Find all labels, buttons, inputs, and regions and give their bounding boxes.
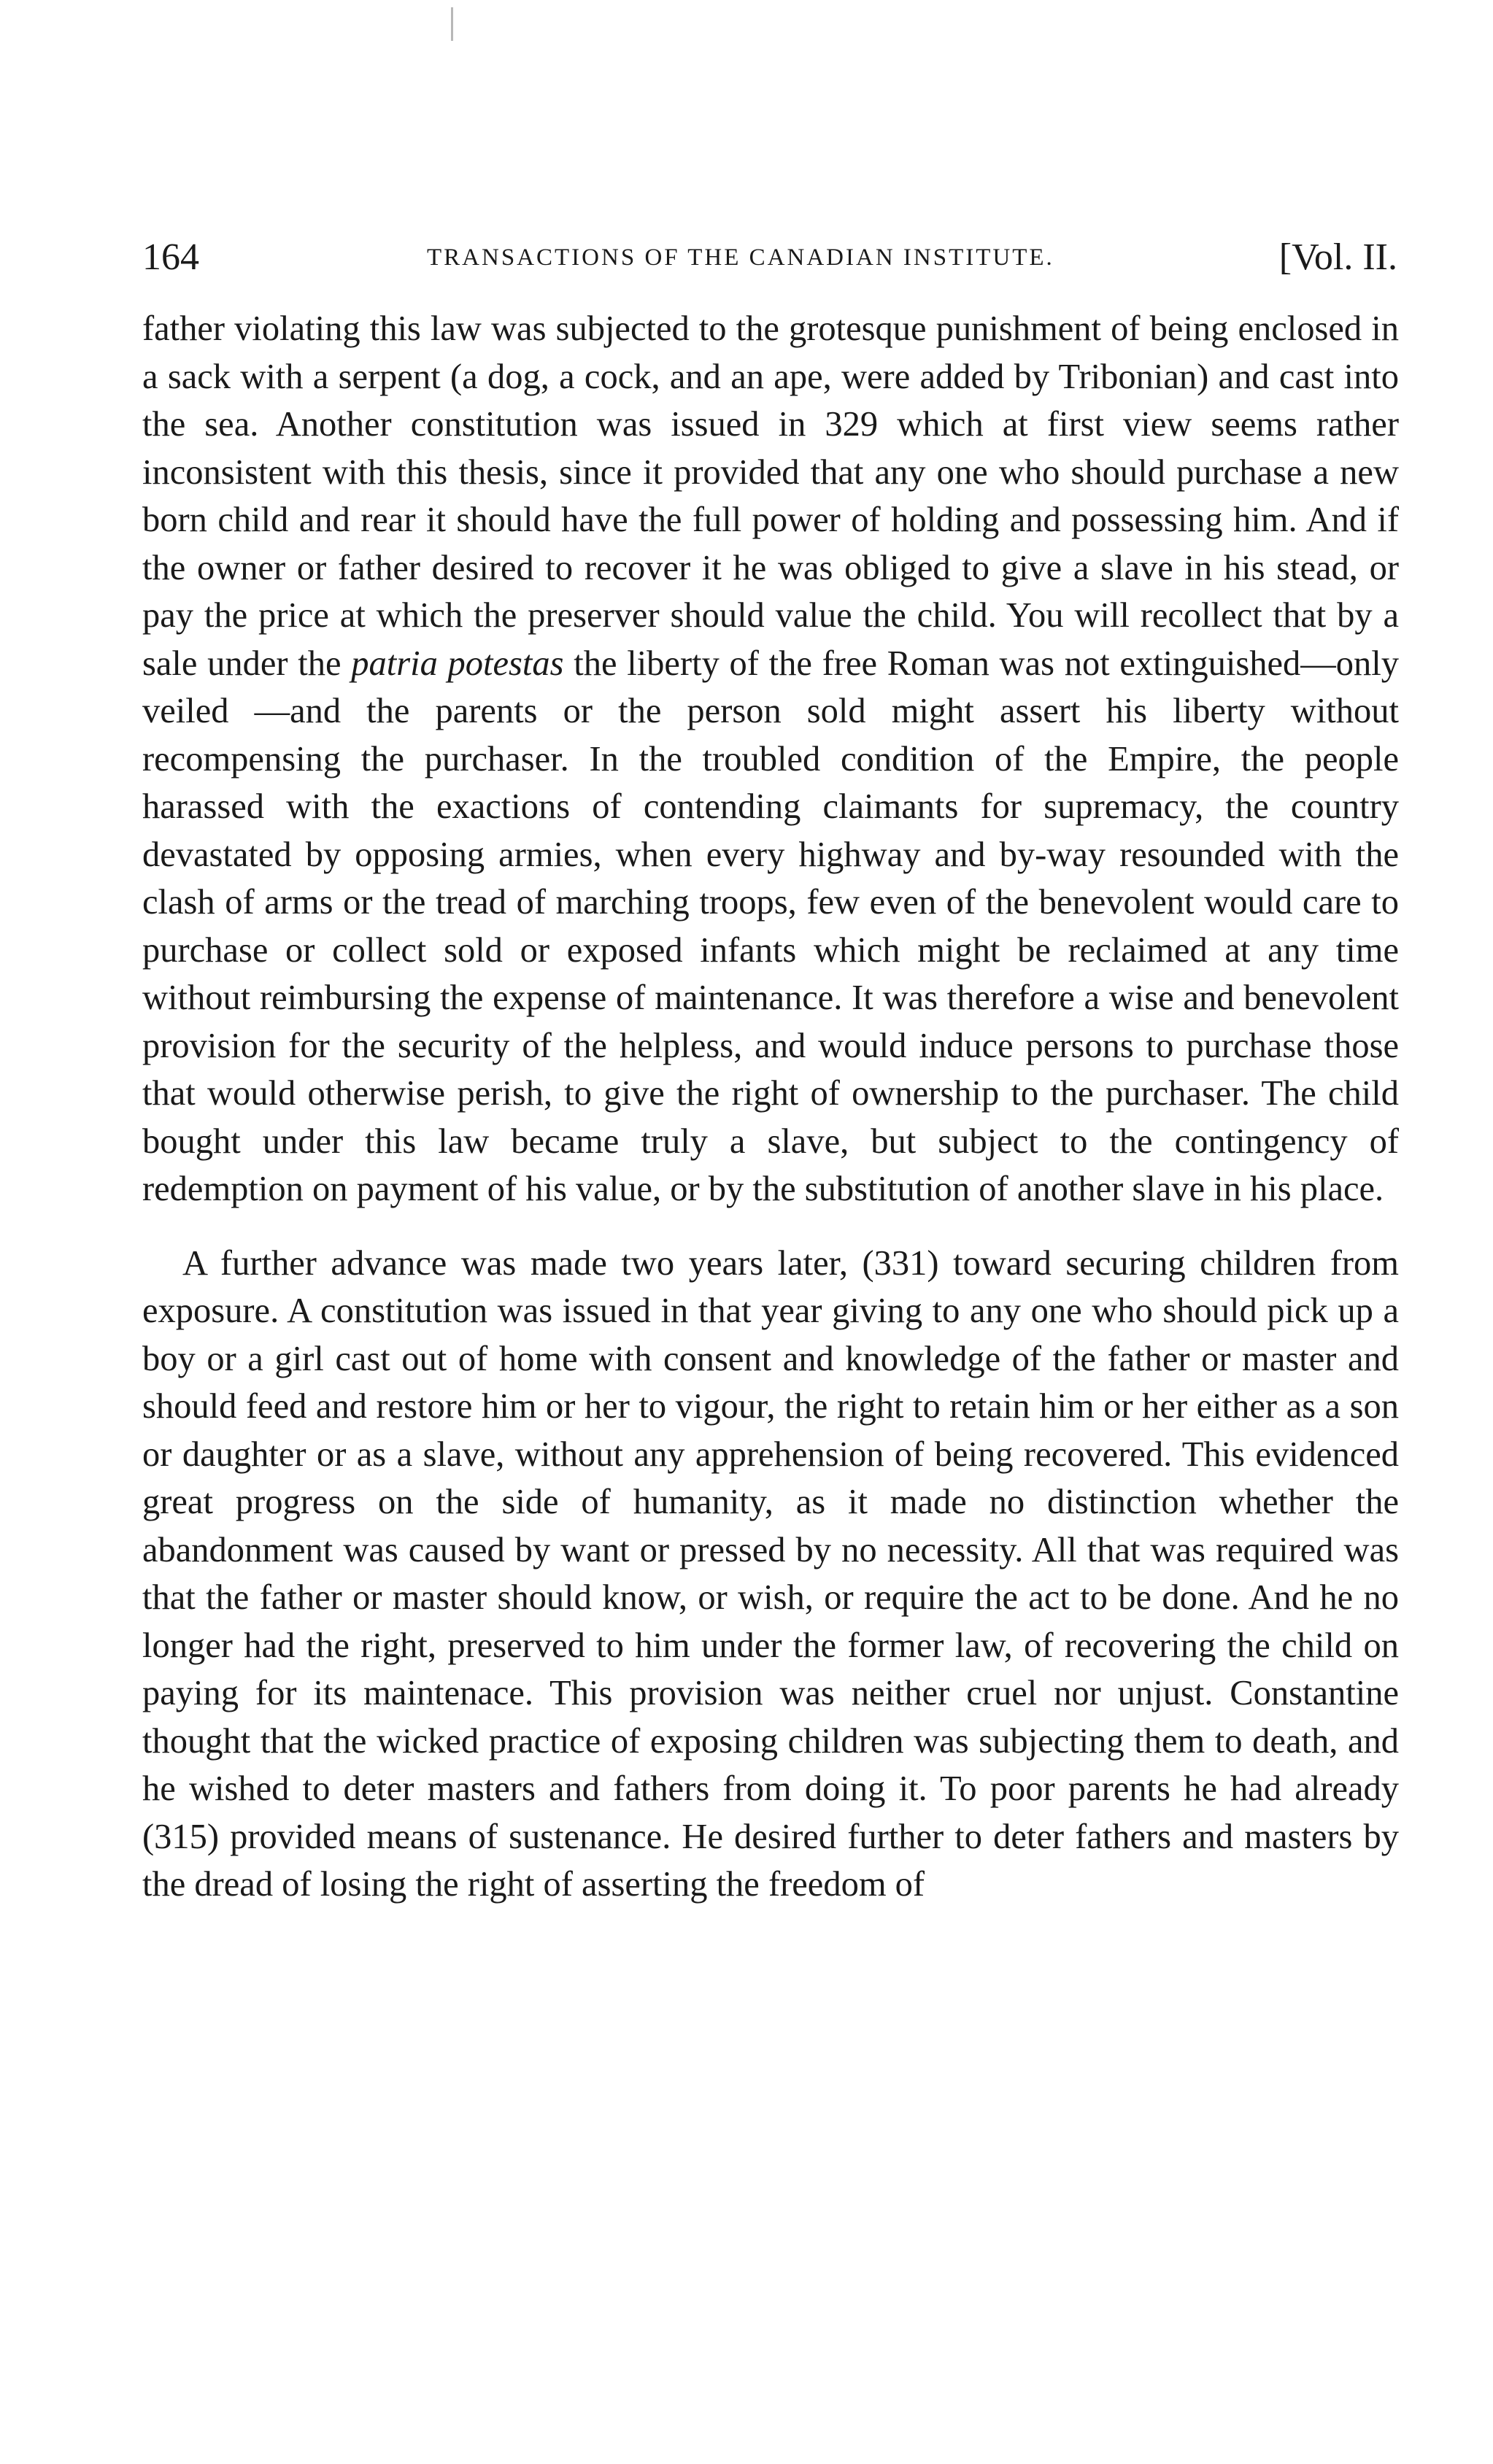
scan-artifact-mark <box>451 7 453 41</box>
paragraph-1-text-a: father violating this law was subjected to the grotesque punishment of being enclosed in a sack with a serpent (a dog, a cock, and an ape, were added by Tribonian) and cast into the sea. Another constitution was issued in 329 which at first view seems rather inconsistent with this thesis, since it provided that any one who should purchase a new born child and rear it should have the full power of holding and possessing him. And if the owner or father desired to recover it he was obliged to give a slave in his stead, or pay the price at which the preserver should value the child. You will recollect that by a sale under the <box>142 309 1399 683</box>
page-number: 164 <box>142 236 199 278</box>
paragraph-1 <box>142 305 1399 1213</box>
journal-title: TRANSACTIONS OF THE CANADIAN INSTITUTE. <box>427 244 1054 271</box>
volume-label: [Vol. II. <box>1278 236 1397 278</box>
paragraph-1-text-b: the liberty of the free Roman was not extinguished—only veiled —and the parents or the person sold might assert his liberty without recompensing the purchaser. In the troubled condition of the Empire, the people harassed with the exactions of contending claimants for supremacy, the country devastated by opposing armies, when every highway and by-way resounded with the clash of arms or the tread of marching troops, few even of the benevolent would care to purchase or collect sold or exposed infants which might be reclaimed at any time without reimbursing the expense of maintenance. It was therefore a wise and benevolent provision for the security of the helpless, and would induce persons to purchase those that would otherwise perish, to give the right of ownership to the purchaser. The child bought under this law became truly a slave, but subject to the contingency of redemption on payment of his value, or by the substitution of another slave in his place. <box>142 644 1399 1208</box>
running-header <box>142 232 1397 283</box>
paragraph-2-text: A further advance was made two years later, (331) toward securing children from exposure. A constitution was issued in that year giving to any one who should pick up a boy or a girl cast out of home with consent and knowledge of the father or master and should feed and restore him or her to vigour, the right to retain him or her either as a son or daughter or as a slave, without any apprehension of being recovered. This evidenced great progress on the side of humanity, as it made no distinction whether the abandonment was caused by want or pressed by no necessity. All that was required was that the father or master should know, or wish, or require the act to be done. And he no longer had the right, preserved to him under the former law, of recovering the child on paying for its maintenace. This provision was neither cruel nor unjust. Constantine thought that the wicked practice of exposing children was subjecting them to death, and he wished to deter masters and fathers from doing it. To poor parents he had already (315) provided means of sustenance. He desired further to deter fathers and masters by the dread of losing the right of asserting the freedom of <box>142 1243 1399 1904</box>
body-text <box>142 305 1399 1909</box>
paragraph-2 <box>142 1240 1399 1909</box>
paragraph-1-italic-term: patria potestas <box>351 644 564 683</box>
